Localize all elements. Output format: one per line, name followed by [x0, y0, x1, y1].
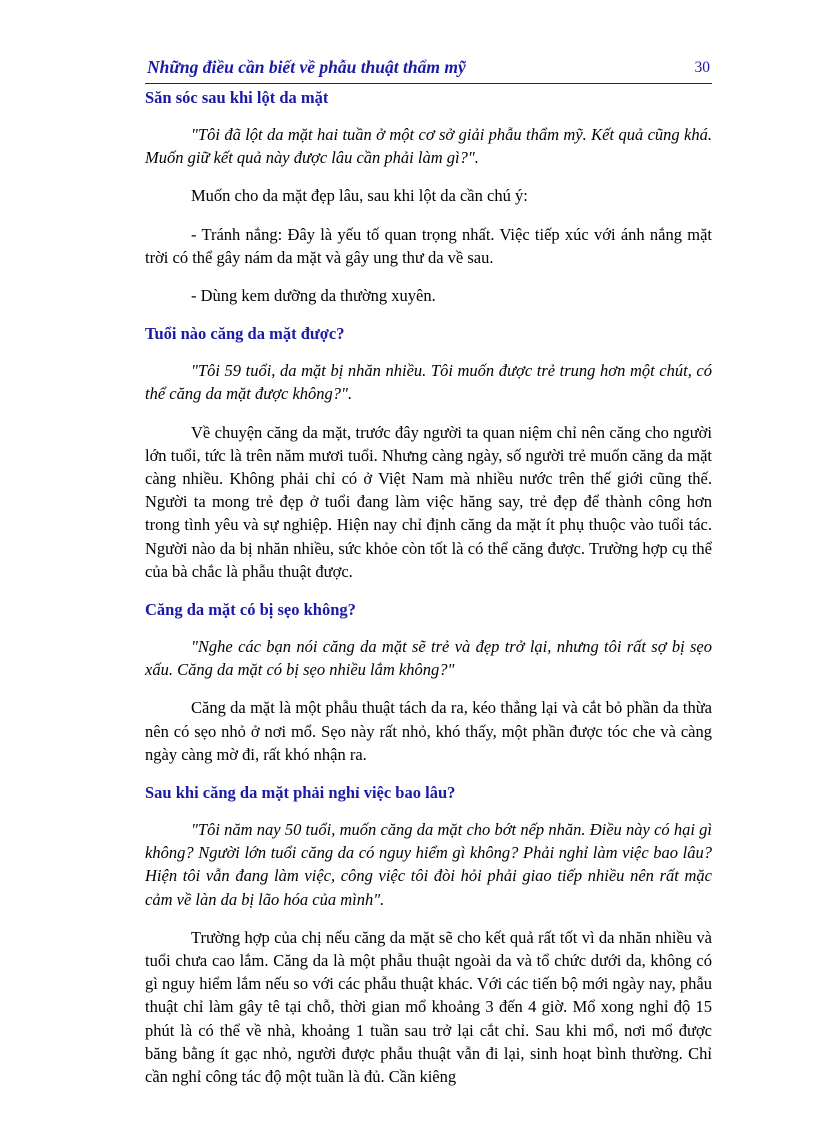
reader-question: "Tôi đã lột da mặt hai tuần ở một cơ sở giải phẫu thẩm mỹ. Kết quả cũng khá. Muốn giữ kết quả này được lâu cần phải làm gì?". — [145, 125, 712, 168]
section-heading: Săn sóc sau khi lột da mặt — [145, 88, 329, 107]
answer-paragraph: - Dùng kem dưỡng da thường xuyên. — [191, 286, 436, 306]
section-heading: Căng da mặt có bị sẹo không? — [145, 600, 356, 620]
running-header — [145, 57, 712, 84]
answer-paragraph: Muốn cho da mặt đẹp lâu, sau khi lột da cần chú ý: — [191, 186, 528, 206]
page-content — [145, 86, 712, 1088]
section-heading: Sau khi căng da mặt phải nghỉ việc bao lâu? — [145, 783, 456, 803]
reader-question: "Tôi 59 tuổi, da mặt bị nhăn nhiều. Tôi muốn được trẻ trung hơn một chút, có thể căng da mặt được không?". — [145, 361, 712, 404]
header-title: Những điều cần biết về phẫu thuật thẩm mỹ — [147, 57, 466, 77]
answer-paragraph: Về chuyện căng da mặt, trước đây người ta quan niệm chỉ nên căng cho người lớn tuổi, tức là trên năm mươi tuổi. Nhưng càng ngày, số người trẻ muốn căng da mặt càng nhiều. Không phải chỉ có ở Việt Nam mà nhiều nước trên thế giới cũng thế. Người ta mong trẻ đẹp ở tuổi đang làm việc hăng say, trẻ đẹp để thành công hơn trong tình yêu và sự nghiệp. Hiện nay chỉ định căng da mặt ít phụ thuộc vào tuổi tác. Người nào da bị nhăn nhiều, sức khỏe còn tốt là có thể căng được. Trường hợp cụ thể của bà chắc là phẫu thuật được. — [145, 422, 712, 581]
answer-paragraph: Trường hợp của chị nếu căng da mặt sẽ cho kết quả rất tốt vì da nhăn nhiều và tuổi chưa cao lắm. Căng da là một phẫu thuật ngoài da và tổ chức dưới da, không có gì nguy hiểm lắm nếu so với các phẫu thuật khác. Với các tiến bộ mới ngày nay, phẫu thuật chỉ làm gây tê tại chỗ, thời gian mổ khoảng 3 đến 4 giờ. Mổ xong nghỉ độ 15 phút là có thể về nhà, khoảng 1 tuần sau trở lại cắt chỉ. Sau khi mổ, nơi mổ được băng bằng ít gạc nhỏ, người được phẫu thuật vẫn đi lại, sinh hoạt bình thường. Chỉ cần nghỉ công tác độ một tuần là đủ. Cần kiêng — [145, 927, 712, 1087]
answer-paragraph: - Tránh nắng: Đây là yếu tố quan trọng nhất. Việc tiếp xúc với ánh nắng mặt trời có thể gây nám da mặt và gây ung thư da về sau. — [145, 224, 712, 267]
answer-paragraph: Căng da mặt là một phẫu thuật tách da ra, kéo thẳng lại và cắt bỏ phần da thừa nên có sẹo nhỏ ở nơi mổ. Sẹo này rất nhỏ, khó thấy, một phần được tóc che và càng ngày càng mờ đi, rất khó nhận ra. — [145, 698, 712, 764]
reader-question: "Nghe các bạn nói căng da mặt sẽ trẻ và đẹp trở lại, nhưng tôi rất sợ bị sẹo xấu. Căng da mặt có bị sẹo nhiều lắm không?" — [145, 637, 712, 680]
reader-question: "Tôi năm nay 50 tuổi, muốn căng da mặt cho bớt nếp nhăn. Điều này có hại gì không? Người lớn tuổi căng da có nguy hiểm gì không? Phải nghỉ làm việc bao lâu? Hiện tôi vẫn đang làm việc, công việc tôi đòi hỏi phải giao tiếp nhiều nên rất mặc cảm về làn da bị lão hóa của mình". — [145, 820, 712, 909]
section-heading: Tuổi nào căng da mặt được? — [145, 324, 345, 344]
page-number: 30 — [694, 59, 710, 76]
